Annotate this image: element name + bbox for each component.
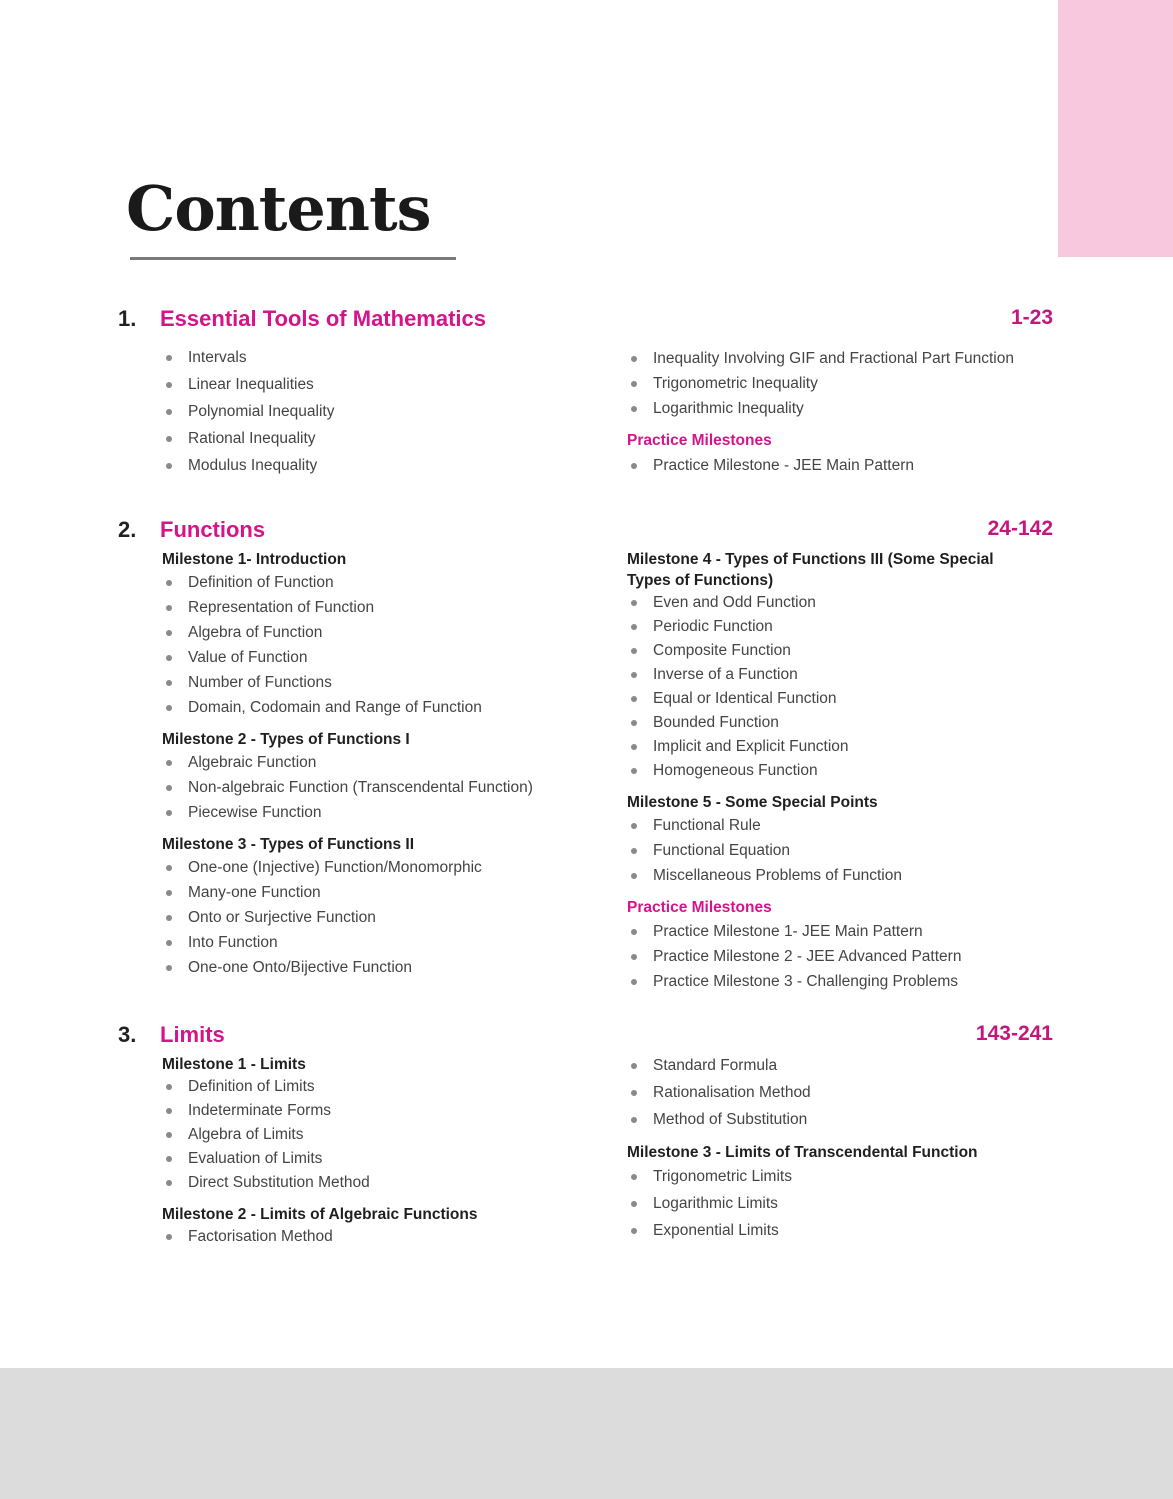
list-item[interactable]: Piecewise Function	[162, 800, 602, 825]
topic-list	[627, 813, 1057, 888]
chapter-2	[118, 517, 1053, 990]
page-title: Contents	[126, 172, 431, 245]
practice-list	[627, 452, 1057, 479]
list-item[interactable]: Practice Milestone - JEE Main Pattern	[627, 452, 1057, 479]
topic-list	[627, 591, 1057, 783]
list-item[interactable]: Factorisation Method	[162, 1225, 602, 1249]
topic-list	[162, 855, 602, 980]
list-item[interactable]: Definition of Function	[162, 570, 602, 595]
list-item[interactable]: Onto or Surjective Function	[162, 905, 602, 930]
list-item[interactable]: Value of Function	[162, 645, 602, 670]
topic-list	[162, 1075, 602, 1195]
list-item[interactable]: One-one Onto/Bijective Function	[162, 955, 602, 980]
milestone-heading: Milestone 3 - Types of Functions II	[162, 836, 415, 853]
practice-milestones-heading: Practice Milestones	[627, 899, 772, 916]
list-item[interactable]: Miscellaneous Problems of Function	[627, 863, 1057, 888]
list-item[interactable]: Even and Odd Function	[627, 591, 1057, 615]
chapter-number: 1.	[118, 306, 137, 331]
milestone-heading: Milestone 1- Introduction	[162, 551, 347, 568]
topic-list	[627, 1163, 1057, 1244]
chapter-3	[118, 1022, 1053, 1245]
chapter-1	[118, 306, 1053, 474]
list-item[interactable]: One-one (Injective) Function/Monomorphic	[162, 855, 602, 880]
list-item[interactable]: Practice Milestone 2 - JEE Advanced Pattern	[627, 944, 1057, 969]
list-item[interactable]: Functional Equation	[627, 838, 1057, 863]
list-item[interactable]: Algebra of Function	[162, 620, 602, 645]
practice-list	[627, 919, 1057, 994]
list-item[interactable]: Homogeneous Function	[627, 759, 1057, 783]
chapter-heading	[118, 1022, 1053, 1052]
list-item[interactable]: Algebraic Function	[162, 750, 602, 775]
list-item[interactable]: Polynomial Inequality	[162, 398, 602, 425]
chapter-right-column	[627, 346, 1057, 479]
chapter-left-column	[162, 344, 602, 479]
list-item[interactable]: Intervals	[162, 344, 602, 371]
chapter-left-column	[162, 1054, 602, 1249]
chapter-heading	[118, 517, 1053, 547]
list-item[interactable]: Linear Inequalities	[162, 371, 602, 398]
title-underline	[130, 257, 456, 260]
list-item[interactable]: Representation of Function	[162, 595, 602, 620]
list-item[interactable]: Composite Function	[627, 639, 1057, 663]
chapter-number: 2.	[118, 517, 137, 542]
chapter-title[interactable]: Limits	[160, 1022, 225, 1047]
list-item[interactable]: Method of Substitution	[627, 1106, 1057, 1133]
list-item[interactable]: Practice Milestone 3 - Challenging Problems	[627, 969, 1057, 994]
list-item[interactable]: Definition of Limits	[162, 1075, 602, 1099]
topic-list	[162, 570, 602, 720]
list-item[interactable]: Inequality Involving GIF and Fractional Part Function	[627, 346, 1057, 371]
chapter-number: 3.	[118, 1022, 137, 1047]
milestone-heading: Milestone 2 - Types of Functions I	[162, 731, 410, 748]
list-item[interactable]: Trigonometric Limits	[627, 1163, 1057, 1190]
list-item[interactable]: Periodic Function	[627, 615, 1057, 639]
practice-milestones-heading: Practice Milestones	[627, 432, 772, 449]
topic-list	[162, 1225, 602, 1249]
milestone-heading: Milestone 5 - Some Special Points	[627, 794, 878, 811]
list-item[interactable]: Equal or Identical Function	[627, 687, 1057, 711]
topic-list	[627, 346, 1057, 421]
list-item[interactable]: Direct Substitution Method	[162, 1171, 602, 1195]
list-item[interactable]: Inverse of a Function	[627, 663, 1057, 687]
list-item[interactable]: Into Function	[162, 930, 602, 955]
topic-list	[627, 1052, 1057, 1133]
list-item[interactable]: Rationalisation Method	[627, 1079, 1057, 1106]
chapter-title[interactable]: Essential Tools of Mathematics	[160, 306, 487, 331]
footer-band	[0, 1368, 1173, 1499]
list-item[interactable]: Many-one Function	[162, 880, 602, 905]
chapter-right-column	[627, 549, 1057, 994]
list-item[interactable]: Standard Formula	[627, 1052, 1057, 1079]
chapter-page-range: 24-142	[987, 517, 1053, 540]
topic-list	[162, 344, 602, 479]
list-item[interactable]: Indeterminate Forms	[162, 1099, 602, 1123]
milestone-heading-continued: Types of Functions)	[627, 572, 774, 589]
chapter-left-column	[162, 549, 602, 980]
list-item[interactable]: Practice Milestone 1- JEE Main Pattern	[627, 919, 1057, 944]
chapter-title[interactable]: Functions	[160, 517, 266, 542]
list-item[interactable]: Exponential Limits	[627, 1217, 1057, 1244]
list-item[interactable]: Modulus Inequality	[162, 452, 602, 479]
list-item[interactable]: Rational Inequality	[162, 425, 602, 452]
milestone-heading: Milestone 4 - Types of Functions III (Some Special	[627, 551, 994, 568]
list-item[interactable]: Implicit and Explicit Function	[627, 735, 1057, 759]
list-item[interactable]: Trigonometric Inequality	[627, 371, 1057, 396]
list-item[interactable]: Domain, Codomain and Range of Function	[162, 695, 602, 720]
milestone-heading: Milestone 1 - Limits	[162, 1056, 306, 1073]
list-item[interactable]: Logarithmic Inequality	[627, 396, 1057, 421]
milestone-heading: Milestone 3 - Limits of Transcendental Function	[627, 1144, 978, 1161]
list-item[interactable]: Non-algebraic Function (Transcendental Function)	[162, 775, 602, 800]
pink-corner-tab	[1058, 0, 1173, 257]
list-item[interactable]: Evaluation of Limits	[162, 1147, 602, 1171]
list-item[interactable]: Algebra of Limits	[162, 1123, 602, 1147]
milestone-heading: Milestone 2 - Limits of Algebraic Functions	[162, 1206, 478, 1223]
chapter-right-column	[627, 1052, 1057, 1244]
list-item[interactable]: Logarithmic Limits	[627, 1190, 1057, 1217]
list-item[interactable]: Number of Functions	[162, 670, 602, 695]
chapter-page-range: 143-241	[975, 1022, 1053, 1045]
list-item[interactable]: Bounded Function	[627, 711, 1057, 735]
chapter-page-range: 1-23	[1010, 306, 1053, 329]
list-item[interactable]: Functional Rule	[627, 813, 1057, 838]
topic-list	[162, 750, 602, 825]
chapter-heading	[118, 306, 1053, 336]
